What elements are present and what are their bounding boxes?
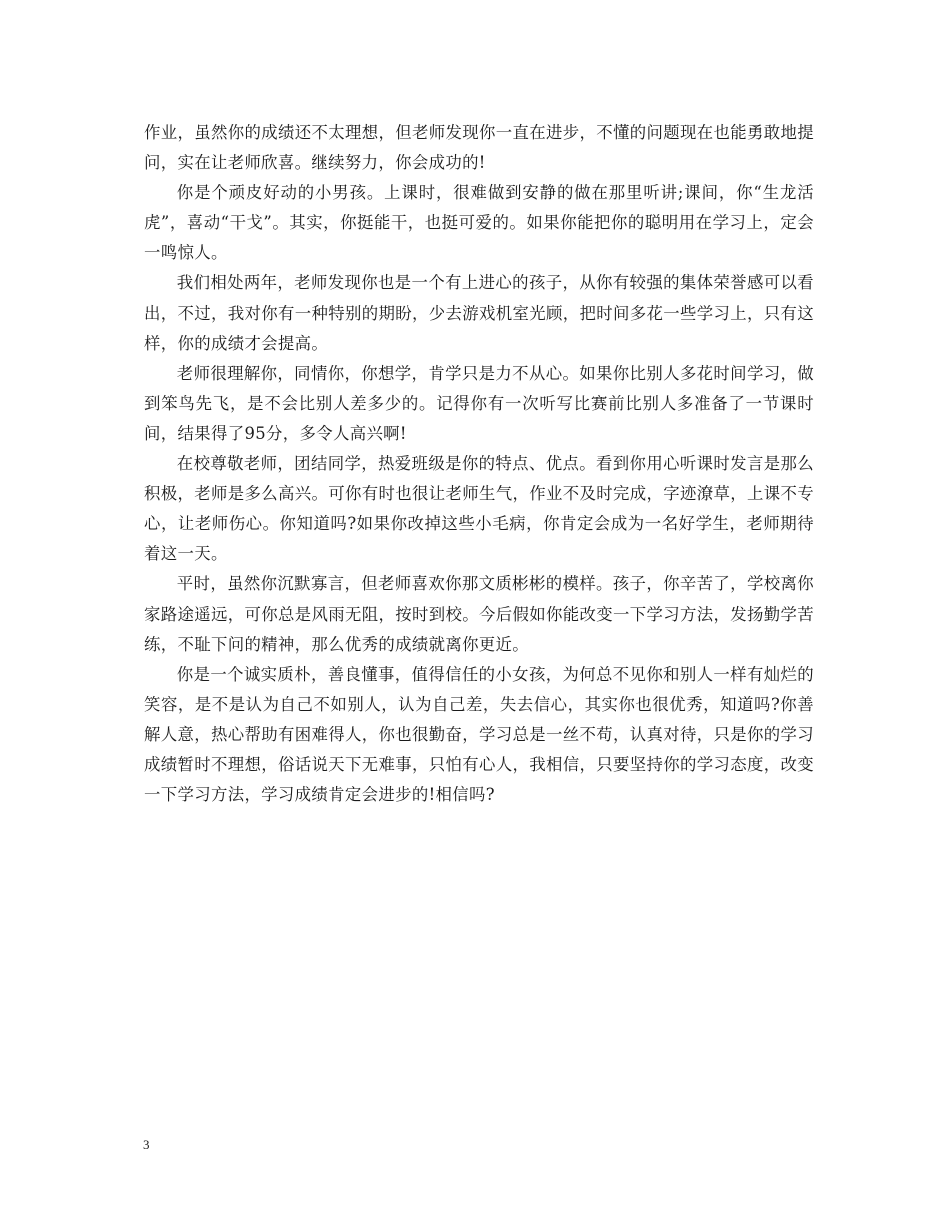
paragraph-4: 老师很理解你，同情你，你想学，肯学只是力不从心。如果你比别人多花时间学习，做到笨鸟先飞，是不会比别人差多少的。记得你有一次听写比赛前比别人多准备了一节课时间，结果得了95分，多令人高兴啊! xyxy=(144,363,814,443)
paragraph-7: 你是一个诚实质朴，善良懂事，值得信任的小女孩，为何总不见你和别人一样有灿烂的笑容，是不是认为自己不如别人，认为自己差，失去信心，其实你也很优秀，知道吗?你善解人意，热心帮助有困难得人，你也很勤奋，学习总是一丝不苟，认真对待，只是你的学习成绩暂时不理想，俗话说天下无难事，只怕有心人，我相信，只要坚持你的学习态度，改变一下学习方法，学习成绩肯定会进步的!相信吗? xyxy=(144,664,814,805)
paragraph-1: 作业，虽然你的成绩还不太理想，但老师发现你一直在进步，不懂的问题现在也能勇敢地提问，实在让老师欣喜。继续努力，你会成功的! xyxy=(144,123,814,173)
document-body xyxy=(144,118,814,810)
paragraph-5: 在校尊敬老师，团结同学，热爱班级是你的特点、优点。看到你用心听课时发言是那么积极，老师是多么高兴。可你有时也很让老师生气，作业不及时完成，字迹潦草，上课不专心，让老师伤心。你知道吗?如果你改掉这些小毛病，你肯定会成为一名好学生，老师期待着这一天。 xyxy=(144,454,814,564)
paragraph-6: 平时，虽然你沉默寡言，但老师喜欢你那文质彬彬的模样。孩子，你辛苦了，学校离你家路途遥远，可你总是风雨无阻，按时到校。今后假如你能改变一下学习方法，发扬勤学苦练，不耻下问的精神，那么优秀的成绩就离你更近。 xyxy=(144,574,814,654)
paragraph-2: 你是个顽皮好动的小男孩。上课时，很难做到安静的做在那里听讲;课间，你“生龙活虎”，喜动“干戈”。其实，你挺能干，也挺可爱的。如果你能把你的聪明用在学习上，定会一鸣惊人。 xyxy=(144,183,814,263)
paragraph-3: 我们相处两年，老师发现你也是一个有上进心的孩子，从你有较强的集体荣誉感可以看出，不过，我对你有一种特别的期盼，少去游戏机室光顾，把时间多花一些学习上，只有这样，你的成绩才会提高。 xyxy=(144,273,814,353)
page-number: 3 xyxy=(143,1137,150,1152)
